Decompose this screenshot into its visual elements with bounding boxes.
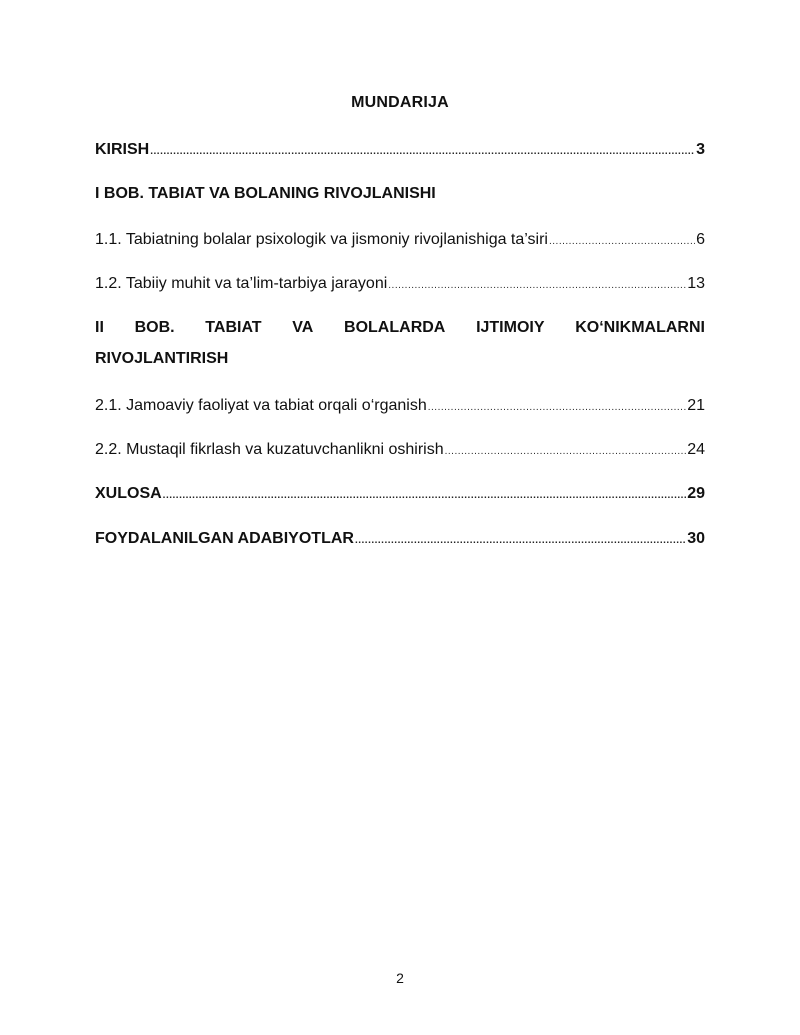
toc-entry-page: 13 bbox=[687, 275, 705, 292]
toc-chapter-2-heading bbox=[95, 317, 705, 370]
toc-entry-label: XULOSA bbox=[95, 485, 162, 502]
page-number: 2 bbox=[396, 970, 404, 986]
toc-entry-label: I BOB. TABIAT VA BOLANING RIVOJLANISHI bbox=[95, 185, 436, 202]
toc-entry-2-2 bbox=[95, 439, 705, 463]
toc-entry-page: 6 bbox=[696, 231, 705, 248]
toc-entry-label: 1.1. Tabiatning bolalar psixologik va jismoniy rivojlanishiga ta’siri bbox=[95, 231, 548, 248]
chapter-word: TABIAT bbox=[205, 319, 262, 336]
chapter-word: II bbox=[95, 319, 104, 336]
toc-entry-page: 30 bbox=[687, 530, 705, 547]
toc-entry-xulosa bbox=[95, 483, 705, 507]
page-title: MUNDARIJA bbox=[351, 94, 449, 111]
toc-leader-dots bbox=[355, 530, 686, 552]
chapter-word: KO‘NIKMALARNI bbox=[575, 319, 705, 336]
toc-entry-label: 1.2. Tabiiy muhit va ta’lim-tarbiya jarayoni bbox=[95, 275, 388, 292]
toc-leader-dots bbox=[445, 441, 687, 463]
toc-entry-2-1 bbox=[95, 395, 705, 419]
chapter-word: BOLALARDA bbox=[344, 319, 446, 336]
toc-entry-page: 3 bbox=[696, 141, 705, 158]
toc-leader-dots bbox=[163, 485, 687, 507]
toc-leader-dots bbox=[150, 141, 695, 163]
toc-leader-dots bbox=[388, 275, 686, 297]
chapter-word: VA bbox=[292, 319, 314, 336]
toc-entry-page: 24 bbox=[687, 441, 705, 458]
toc-entry-label: 2.2. Mustaqil fikrlash va kuzatuvchanlikni oshirish bbox=[95, 441, 444, 458]
toc-leader-dots bbox=[428, 397, 686, 419]
chapter-heading-line-1 bbox=[95, 317, 705, 339]
toc-entry-kirish bbox=[95, 139, 705, 163]
toc-entry-page: 21 bbox=[687, 397, 705, 414]
toc-entry-bibliography bbox=[95, 528, 705, 552]
toc-leader-dots bbox=[549, 231, 695, 253]
chapter-word: IJTIMOIY bbox=[476, 319, 545, 336]
toc-entry-label: 2.1. Jamoaviy faoliyat va tabiat orqali o‘rganish bbox=[95, 397, 427, 414]
toc-entry-page: 29 bbox=[687, 485, 705, 502]
toc-entry-label: KIRISH bbox=[95, 141, 150, 158]
chapter-word: BOB. bbox=[134, 319, 175, 336]
toc-entry-label: FOYDALANILGAN ADABIYOTLAR bbox=[95, 530, 354, 547]
chapter-heading-line-2: RIVOJLANTIRISH bbox=[95, 350, 229, 367]
toc-entry-1-1 bbox=[95, 229, 705, 253]
toc-chapter-1-heading bbox=[95, 183, 705, 205]
toc-entry-1-2 bbox=[95, 273, 705, 297]
